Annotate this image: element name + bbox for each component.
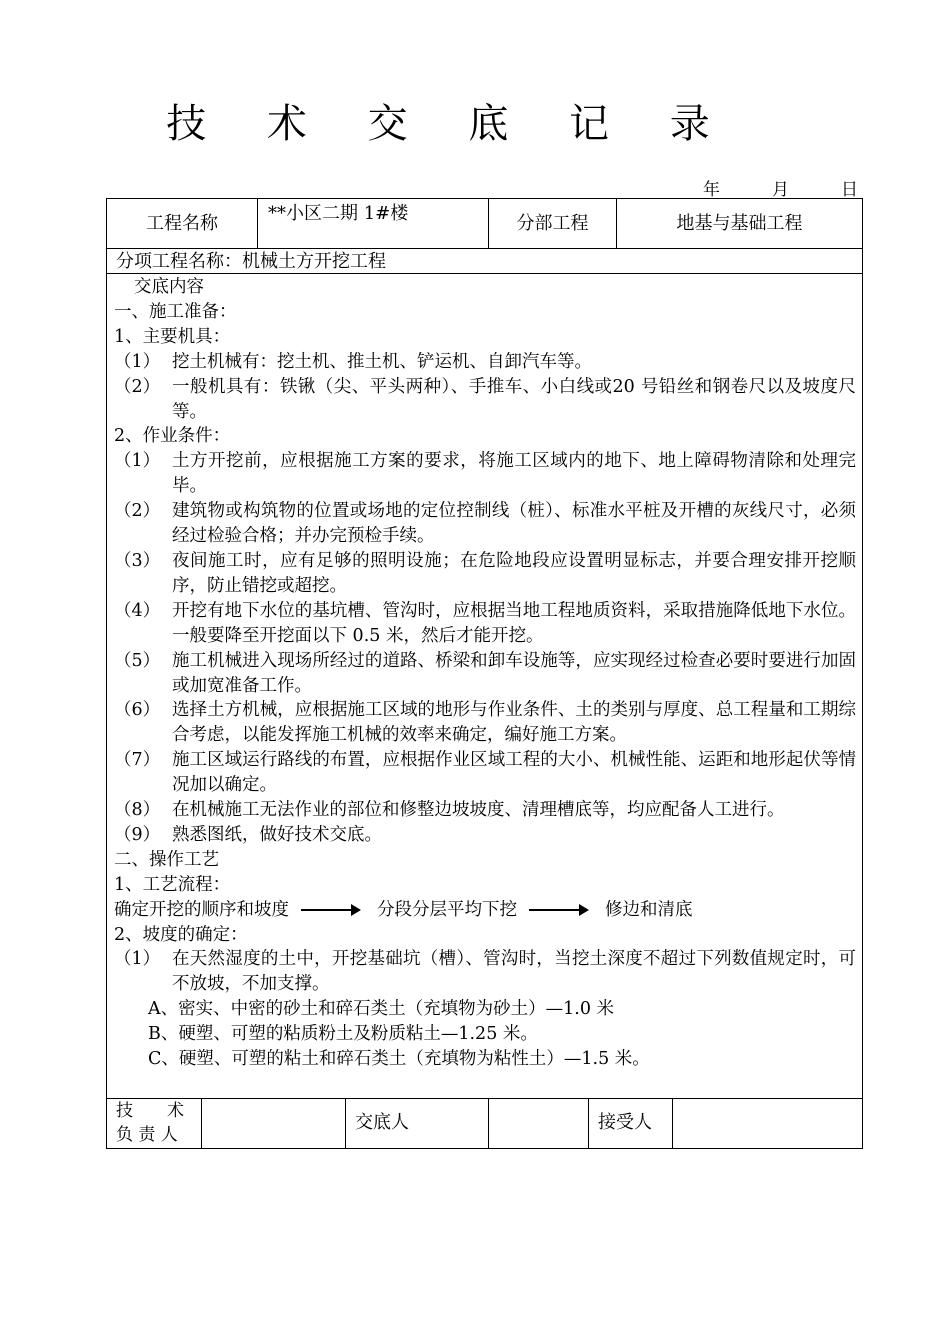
item-number: （7） [114, 750, 161, 771]
item-text: 开挖有地下水位的基坑槽、管沟时，应根据当地工程地质资料，采取措施降低地下水位。一般要降至开挖面以下 0.5 米，然后才能开挖。 [172, 600, 856, 646]
date-year: 年 [703, 180, 720, 200]
item-number: （3） [114, 550, 161, 571]
row-divider [106, 1098, 863, 1099]
tech-lead-label-line1: 技 术 [116, 1101, 184, 1121]
subsection-heading: 1、主要机具： [114, 326, 231, 347]
project-name-label: 工程名称 [146, 213, 218, 234]
item-number: （6） [114, 700, 161, 721]
flow-step: 确定开挖的顺序和坡度 [114, 899, 289, 920]
item-text: 夜间施工时，应有足够的照明设施；在危险地段应设置明显标志，并要合理安排开挖顺序，防止错挖或超挖。 [172, 550, 856, 596]
item-text: 熟悉图纸，做好技术交底。 [172, 824, 382, 845]
slope-item: B、硬塑、可塑的粘质粉土及粉质粘土—1.25 米。 [148, 1024, 538, 1045]
item-number: （9） [114, 824, 161, 845]
item-number: （2） [114, 501, 161, 522]
slope-item: C、硬塑、可塑的粘土和碎石类土（充填物为粘性土）—1.5 米。 [148, 1049, 650, 1070]
item-number: （2） [114, 376, 161, 397]
list-item [114, 798, 856, 823]
arrow-right-icon [301, 909, 359, 911]
disclosure-content [114, 275, 856, 1072]
arrow-right-icon [529, 909, 587, 911]
list-item [114, 748, 856, 798]
item-number: （8） [114, 800, 161, 821]
project-name-value: **小区二期 1#楼 [268, 203, 409, 224]
flow-step: 分段分层平均下挖 [377, 899, 517, 920]
list-item [114, 499, 856, 549]
col-divider [488, 1098, 489, 1149]
date-day: 日 [841, 180, 858, 200]
item-number: （1） [114, 351, 161, 372]
division-label: 分部工程 [516, 213, 589, 234]
flow-step: 修边和清底 [605, 899, 693, 920]
tech-lead-label-line2: 负 责 人 [116, 1125, 178, 1145]
date-line [703, 175, 858, 200]
list-item [114, 947, 856, 997]
item-text: 选择土方机械，应根据施工区域的地形与作业条件、土的类别与厚度、总工程量和工期综合考虑，以能发挥施工机械的效率来确定，编好施工方案。 [172, 700, 856, 746]
date-month: 月 [772, 180, 789, 200]
section-heading: 一、施工准备： [114, 301, 237, 322]
item-text: 土方开挖前，应根据施工方案的要求，将施工区域内的地下、地上障碍物清除和处理完毕。 [172, 451, 856, 497]
list-item [114, 698, 856, 748]
col-divider [672, 1098, 673, 1149]
list-item [114, 350, 856, 375]
item-text: 施工机械进入现场所经过的道路、桥梁和卸车设施等，应实现经过检查必要时要进行加固或加宽准备工作。 [172, 650, 856, 696]
subsection-heading: 2、作业条件： [114, 426, 231, 447]
col-divider [257, 198, 258, 248]
col-divider [201, 1098, 202, 1149]
row-divider [106, 248, 863, 249]
list-item [114, 449, 856, 499]
process-flow [114, 898, 856, 923]
list-item [114, 549, 856, 599]
item-text: 施工区域运行路线的布置，应根据作业区域工程的大小、机械性能、运距和地形起伏等情况加以确定。 [172, 750, 856, 796]
item-text: 挖土机械有：挖土机、推土机、铲运机、自卸汽车等。 [172, 351, 592, 372]
subsection-heading: 2、坡度的确定： [114, 924, 248, 945]
receiver-label: 接受人 [598, 1112, 652, 1133]
col-divider [345, 1098, 346, 1149]
division-value: 地基与基础工程 [676, 213, 803, 234]
list-item [114, 375, 856, 425]
subitem-name: 分项工程名称：机械土方开挖工程 [116, 251, 386, 272]
page-title: 技 术 交 底 记 录 [166, 101, 734, 147]
item-text: 一般机具有：铁锹（尖、平头两种）、手推车、小白线或20 号铅丝和钢卷尺以及坡度尺等。 [172, 376, 856, 422]
item-text: 建筑物或构筑物的位置或场地的定位控制线（桩）、标准水平桩及开槽的灰线尺寸，必须经过检验合格；并办完预检手续。 [172, 501, 856, 547]
item-text: 在机械施工无法作业的部位和修整边坡坡度、清理槽底等，均应配备人工进行。 [172, 800, 785, 821]
col-divider [588, 1098, 589, 1149]
item-number: （1） [114, 451, 161, 472]
item-number: （1） [114, 949, 161, 970]
slope-item: A、密实、中密的砂土和碎石类土（充填物为砂土）—1.0 米 [148, 999, 615, 1020]
subsection-heading: 1、工艺流程： [114, 874, 231, 895]
item-number: （4） [114, 600, 161, 621]
deliverer-label: 交底人 [355, 1112, 409, 1133]
item-number: （5） [114, 650, 161, 671]
section-heading: 二、操作工艺 [114, 849, 219, 870]
list-item [114, 649, 856, 699]
item-text: 在天然湿度的土中，开挖基础坑（槽）、管沟时，当挖土深度不超过下列数值规定时，可不放坡，不加支撑。 [172, 949, 856, 995]
list-item [114, 599, 856, 649]
list-item [114, 823, 856, 848]
content-heading: 交底内容 [134, 277, 204, 297]
